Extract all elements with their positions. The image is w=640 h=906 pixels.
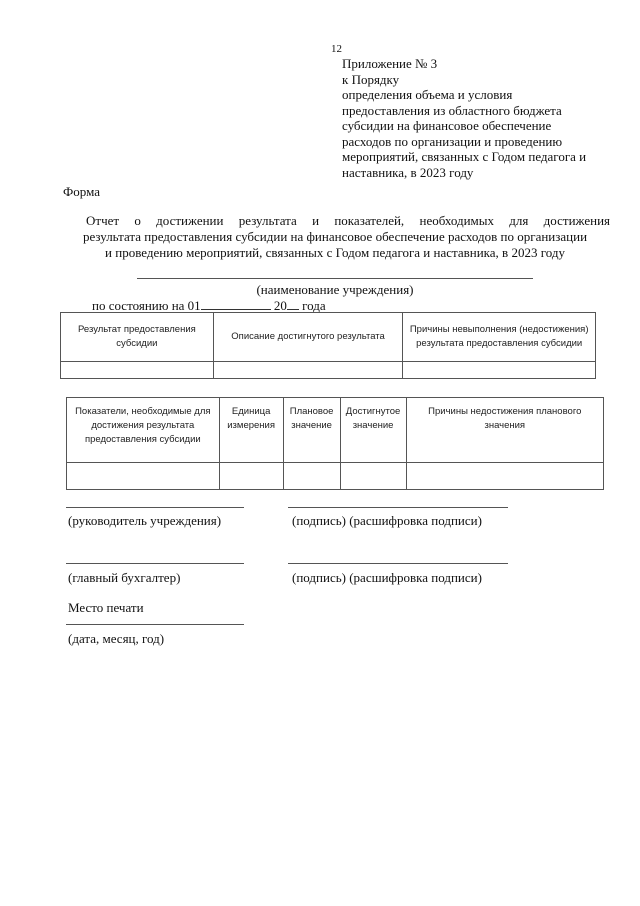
table-cell[interactable] [67, 463, 220, 490]
result-table [60, 312, 596, 379]
table-cell[interactable] [406, 463, 603, 490]
table-header-cell: Описание достигнутого результата [213, 313, 403, 362]
appendix-line: субсидии на финансовое обеспечение [342, 118, 552, 133]
appendix-line: к Порядку [342, 71, 400, 87]
head-sign-line[interactable] [288, 507, 508, 508]
appendix-line: определения объема и условия [342, 87, 513, 102]
date-prefix: по состоянию на 01 [92, 298, 201, 313]
stamp-place: Место печати [68, 600, 144, 615]
year-blank[interactable] [287, 298, 299, 310]
accountant-caption: (главный бухгалтер) [68, 570, 181, 585]
date-line[interactable] [66, 624, 244, 625]
appendix-line: мероприятий, связанных с Годом педагога и [342, 149, 587, 164]
table-header-cell: Результат предоставления субсидии [61, 313, 214, 362]
page-number: 12 [331, 43, 342, 55]
table-cell[interactable] [213, 362, 403, 379]
table-row [61, 362, 596, 379]
report-title [60, 213, 610, 261]
head-sign-caption: (подпись) (расшифровка подписи) [292, 513, 482, 528]
appendix-line: наставника, в 2023 году [342, 164, 474, 180]
table-header-cell: Плановое значение [283, 398, 340, 463]
table-cell[interactable] [219, 463, 283, 490]
table-header-cell: Достигнутое значение [340, 398, 406, 463]
table-row [67, 463, 604, 490]
table-header-cell: Показатели, необходимые для достижения результата предоставления субсидии [67, 398, 220, 463]
form-label: Форма [63, 184, 100, 199]
table-header-row [61, 313, 596, 362]
appendix-line: расходов по организации и проведению [342, 133, 563, 149]
head-signature-line[interactable] [66, 507, 244, 508]
table-header-cell: Единица измерения [219, 398, 283, 463]
org-name-line[interactable] [137, 278, 533, 279]
accountant-sign-caption: (подпись) (расшифровка подписи) [292, 570, 482, 585]
date-caption: (дата, месяц, год) [68, 631, 165, 646]
org-name-caption: (наименование учреждения) [256, 282, 414, 297]
appendix-header [342, 56, 632, 180]
table-header-cell: Причины недостижения планового значения [406, 398, 603, 463]
table-cell[interactable] [283, 463, 340, 490]
head-caption: (руководитель учреждения) [68, 513, 222, 528]
title-line: результата предоставления субсидии на финансовое обеспечение расходов по организации [82, 229, 588, 244]
table-cell[interactable] [61, 362, 214, 379]
year-prefix: 20 [273, 298, 287, 313]
table-cell[interactable] [403, 362, 596, 379]
date-suffix: года [302, 298, 326, 313]
table-cell[interactable] [340, 463, 406, 490]
title-line: Отчет о достижении результата и показателей, необходимых для достижения [86, 213, 610, 228]
title-line: и проведению мероприятий, связанных с Годом педагога и наставника, в 2023 году [105, 245, 565, 260]
accountant-signature-line[interactable] [66, 563, 244, 564]
indicator-table [66, 397, 604, 490]
table-header-row [67, 398, 604, 463]
table-header-cell: Причины невыполнения (недостижения) результата предоставления субсидии [403, 313, 596, 362]
accountant-sign-line[interactable] [288, 563, 508, 564]
month-blank[interactable] [201, 298, 271, 310]
appendix-line: Приложение № 3 [342, 56, 438, 71]
appendix-line: предоставления из областного бюджета [342, 102, 562, 118]
